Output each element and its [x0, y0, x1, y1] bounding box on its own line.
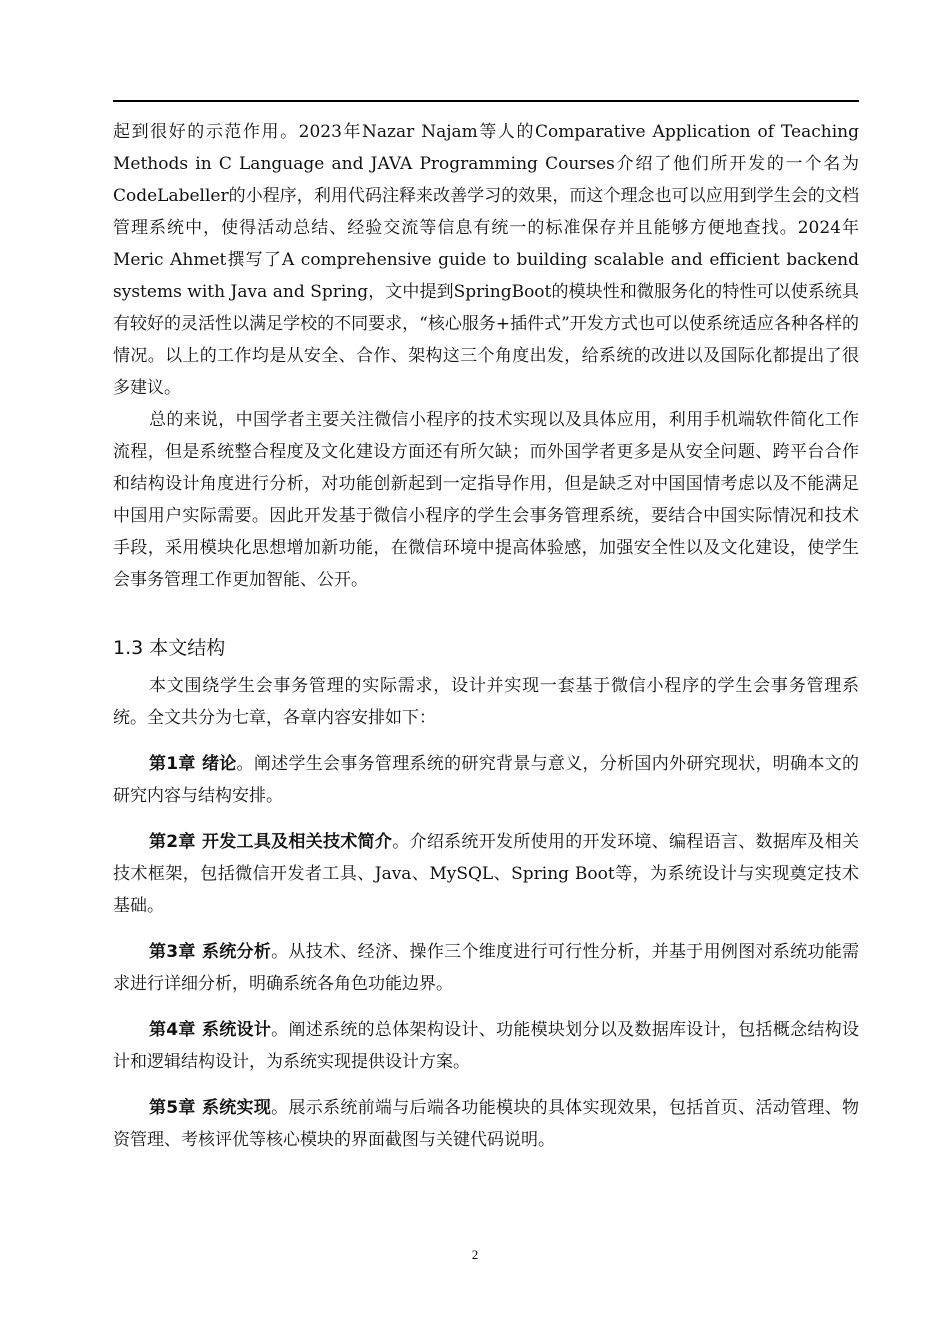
chapter-title: 第4章 系统设计: [149, 1020, 272, 1040]
paragraph-structure-intro: 本文围绕学生会事务管理的实际需求，设计并实现一套基于微信小程序的学生会事务管理系统。全文共分为七章，各章内容安排如下：: [113, 676, 859, 728]
chapter-description: 。展示系统前端与后端各功能模块的具体实现效果，包括首页、活动管理、物资管理、考核评优等核心模块的界面截图与关键代码说明。: [113, 1098, 859, 1150]
chapter-title: 第3章 系统分析: [149, 942, 272, 962]
chapter-title: 第1章 绪论: [149, 754, 237, 774]
page-number: 2: [471, 1247, 479, 1262]
document-body: [113, 116, 859, 1156]
chapter-item-2: [113, 826, 859, 922]
chapter-item-4: [113, 1014, 859, 1078]
chapter-item-3: [113, 936, 859, 1000]
chapter-title: 第2章 开发工具及相关技术简介: [149, 832, 393, 852]
chapter-item-1: [113, 748, 859, 812]
paragraph-summary: 总的来说，中国学者主要关注微信小程序的技术实现以及具体应用，利用手机端软件简化工作流程，但是系统整合程度及文化建设方面还有所欠缺；而外国学者更多是从安全问题、跨平台合作和结构设计角度进行分析，对功能创新起到一定指导作用，但是缺乏对中国国情考虑以及不能满足中国用户实际需要。因此开发基于微信小程序的学生会事务管理系统，要结合中国实际情况和技术手段，采用模块化思想增加新功能，在微信环境中提高体验感，加强安全性以及文化建设，使学生会事务管理工作更加智能、公开。: [113, 410, 859, 590]
chapter-description: 。从技术、经济、操作三个维度进行可行性分析，并基于用例图对系统功能需求进行详细分析，明确系统各角色功能边界。: [113, 942, 859, 994]
section-heading: 1.3 本文结构: [113, 637, 226, 659]
chapter-title: 第5章 系统实现: [149, 1098, 272, 1118]
chapter-description: 。阐述学生会事务管理系统的研究背景与意义，分析国内外研究现状，明确本文的研究内容与结构安排。: [113, 754, 860, 806]
header-rule: [113, 100, 859, 102]
paragraph-related-work-foreign: 起到很好的示范作用。2023年Nazar Najam等人的Comparative Application of Teaching Methods in C Language and JAVA Programming Courses介绍了他们所开发的一个名为CodeLabeller的小程序，利用代码注释来改善学习的效果，而这个理念也可以应用到学生会的文档管理系统中，使得活动总结、经验交流等信息有统一的标准保存并且能够方便地查找。2024年Meric Ahmet撰写了A comprehensive guide to building scalable and efficient backend systems with Java and Spring，文中提到SpringBoot的模块性和微服务化的特性可以使系统具有较好的灵活性以满足学校的不同要求，“核心服务+插件式”开发方式也可以使系统适应各种各样的情况。以上的工作均是从安全、合作、架构这三个角度出发，给系统的改进以及国际化都提出了很多建议。: [113, 122, 859, 398]
chapter-item-5: [113, 1092, 859, 1156]
chapter-description: 。介绍系统开发所使用的开发环境、编程语言、数据库及相关技术框架，包括微信开发者工具、Java、MySQL、Spring Boot等，为系统设计与实现奠定技术基础。: [113, 832, 860, 916]
chapter-description: 。阐述系统的总体架构设计、功能模块划分以及数据库设计，包括概念结构设计和逻辑结构设计，为系统实现提供设计方案。: [113, 1020, 859, 1072]
